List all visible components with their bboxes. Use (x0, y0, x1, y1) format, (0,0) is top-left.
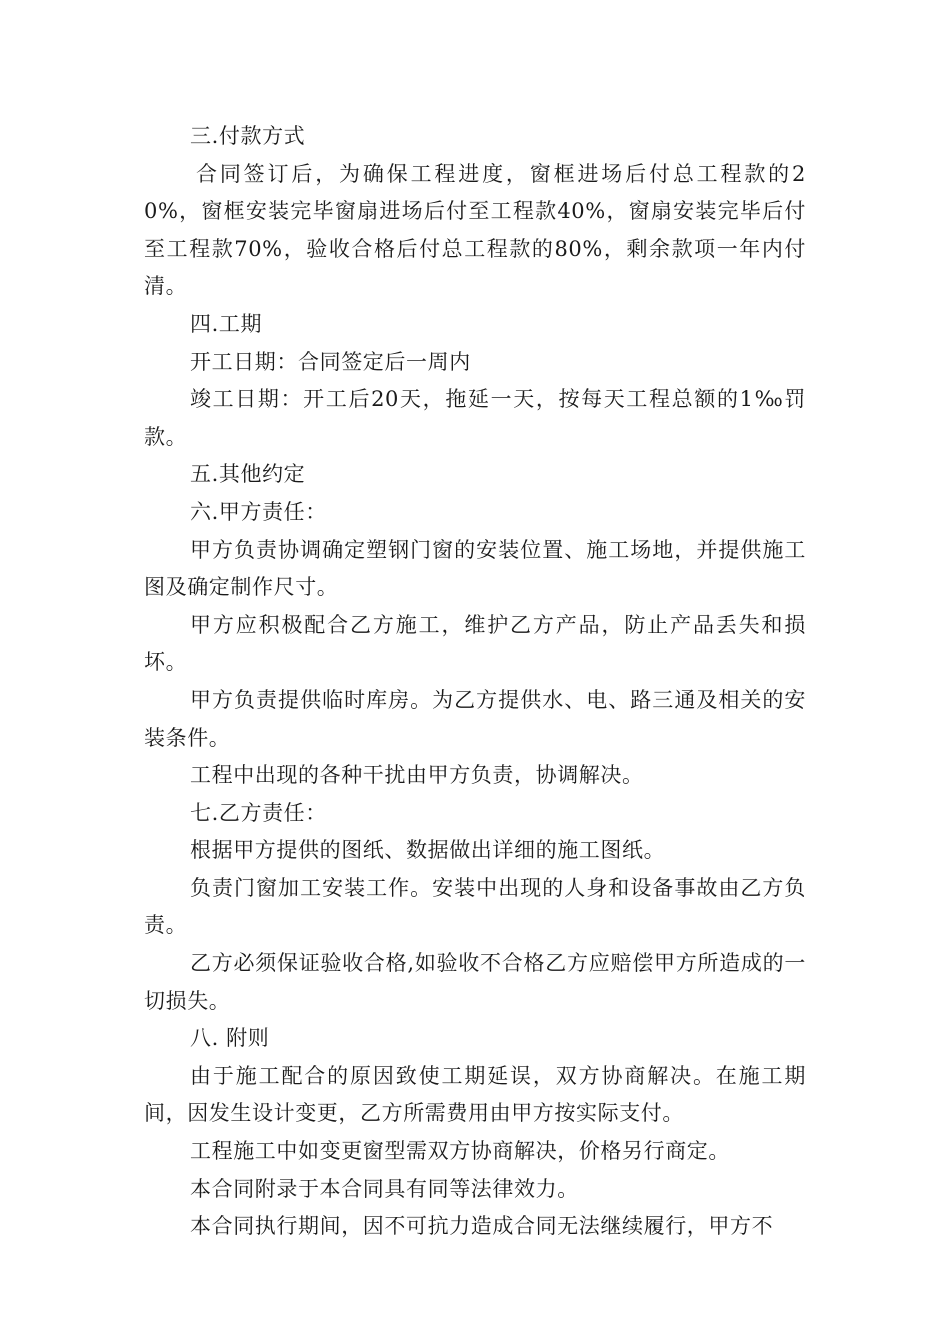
paragraph-party-a-3: 甲方负责提供临时库房。为乙方提供水、电、路三通及相关的安装条件。 (144, 687, 806, 750)
document-body (144, 118, 806, 1246)
paragraph-start-date: 开工日期：合同签定后一周内 (190, 349, 471, 374)
section-heading-party-b: 七.乙方责任： (190, 800, 327, 825)
paragraph-party-b-1: 根据甲方提供的图纸、数据做出详细的施工图纸。 (190, 838, 666, 863)
section-heading-party-a: 六.甲方责任： (190, 499, 327, 524)
section-heading-supplementary: 八. 附则 (190, 1026, 270, 1051)
section-heading-other: 五.其他约定 (190, 462, 306, 487)
paragraph-party-a-4: 工程中出现的各种干扰由甲方负责，协调解决。 (190, 763, 644, 788)
paragraph-supplementary-2: 工程施工中如变更窗型需双方协商解决，价格另行商定。 (190, 1139, 730, 1164)
paragraph-party-b-2: 负责门窗加工安装工作。安装中出现的人身和设备事故由乙方负责。 (144, 875, 806, 938)
paragraph-supplementary-3: 本合同附录于本合同具有同等法律效力。 (190, 1176, 579, 1201)
paragraph-payment-terms: 合同签订后，为确保工程进度，窗框进场后付总工程款的20%，窗框安装完毕窗扇进场后付至工程款40%，窗扇安装完毕后付至工程款70%，验收合格后付总工程款的80%，剩余款项一年内付清。 (144, 161, 806, 299)
paragraph-party-b-3: 乙方必须保证验收合格,如验收不合格乙方应赔偿甲方所造成的一切损失。 (144, 951, 806, 1013)
section-heading-schedule: 四.工期 (190, 311, 263, 336)
paragraph-supplementary-1: 由于施工配合的原因致使工期延误，双方协商解决。在施工期间，因发生设计变更，乙方所需费用由甲方按实际支付。 (144, 1063, 806, 1126)
paragraph-party-a-1: 甲方负责协调确定塑钢门窗的安装位置、施工场地，并提供施工图及确定制作尺寸。 (144, 537, 806, 600)
paragraph-party-a-2: 甲方应积极配合乙方施工，维护乙方产品，防止产品丢失和损坏。 (144, 612, 806, 675)
paragraph-completion-date: 竣工日期：开工后20天，拖延一天，按每天工程总额的1‰罚款。 (144, 387, 806, 449)
section-heading-payment: 三.付款方式 (190, 124, 306, 148)
paragraph-supplementary-4: 本合同执行期间，因不可抗力造成合同无法继续履行，甲方不 (190, 1214, 774, 1239)
